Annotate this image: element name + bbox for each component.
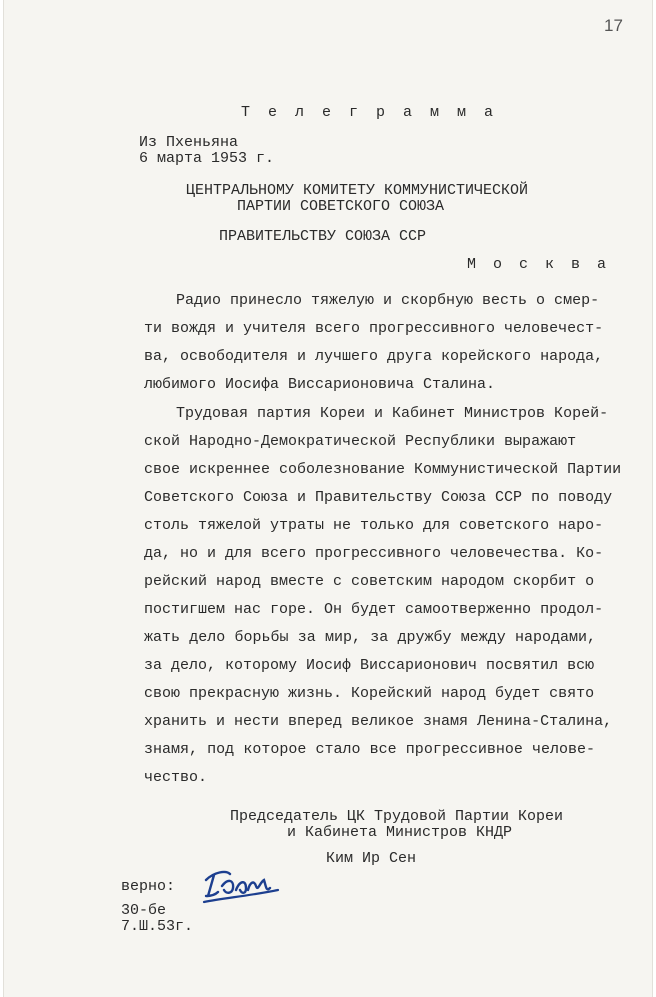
paragraph-2-line: Трудовая партия Кореи и Кабинет Министров Корей- (176, 405, 609, 422)
paragraph-2-line: столь тяжелой утраты не только для советского наро- (144, 517, 604, 534)
signatory-title-line-2: и Кабинета Министров КНДР (287, 824, 513, 841)
paragraph-2-line: свою прекрасную жизнь. Корейский народ будет свято (144, 685, 595, 702)
certification-ref: 30-бе (121, 902, 167, 919)
paragraph-2-line: за дело, которому Иосиф Виссарионович посвятил всю (144, 657, 595, 674)
paragraph-1-line: Радио принесло тяжелую и скорбную весть о смер- (176, 292, 600, 309)
signatory-title-line-1: Председатель ЦК Трудовой Партии Кореи (230, 808, 564, 825)
addressee-line-1: ЦЕНТРАЛЬНОМУ КОМИТЕТУ КОММУНИСТИЧЕСКОЙ (186, 182, 529, 199)
addressee-city: М о с к в а (467, 256, 611, 273)
origin-date: 6 марта 1953 г. (139, 150, 275, 167)
certification-label: верно: (121, 878, 176, 895)
paragraph-1-line: ва, освободителя и лучшего друга корейского народа, (144, 348, 604, 365)
paragraph-2-line: ской Народно-Демократической Республики выражают (144, 433, 577, 450)
paragraph-2-line: жать дело борьбы за мир, за дружбу между народами, (144, 629, 596, 646)
signatory-name: Ким Ир Сен (326, 850, 417, 867)
paragraph-2-line: свое искреннее соболезнование Коммунистической Партии (144, 461, 622, 478)
paragraph-2-line: знамя, под которое стало все прогрессивное челове- (144, 741, 595, 758)
paragraph-2-line: чество. (144, 769, 208, 786)
paragraph-2-line: рейский народ вместе с советским народом скорбит о (144, 573, 595, 590)
paragraph-1-line: ти вождя и учителя всего прогрессивного человечест- (144, 320, 604, 337)
paragraph-2-line: Советского Союза и Правительству Союза ССР по поводу (144, 489, 613, 506)
addressee-line-3: ПРАВИТЕЛЬСТВУ СОЮЗА ССР (219, 228, 427, 245)
page-number: 17 (604, 16, 623, 35)
handwritten-signature (200, 866, 280, 906)
paragraph-2-line: хранить и нести вперед великое знамя Ленина-Сталина, (144, 713, 613, 730)
paragraph-2-line: да, но и для всего прогрессивного человечества. Ко- (144, 545, 604, 562)
document-title: Т е л е г р а м м а (241, 104, 498, 121)
addressee-line-2: ПАРТИИ СОВЕТСКОГО СОЮЗА (237, 198, 445, 215)
origin-place: Из Пхеньяна (139, 134, 239, 151)
paragraph-1-line: любимого Иосифа Виссарионовича Сталина. (144, 376, 496, 393)
document-page (3, 0, 653, 997)
certification-date: 7.Ш.53г. (121, 918, 194, 935)
paragraph-2-line: постигшем нас горе. Он будет самоотверженно продол- (144, 601, 604, 618)
